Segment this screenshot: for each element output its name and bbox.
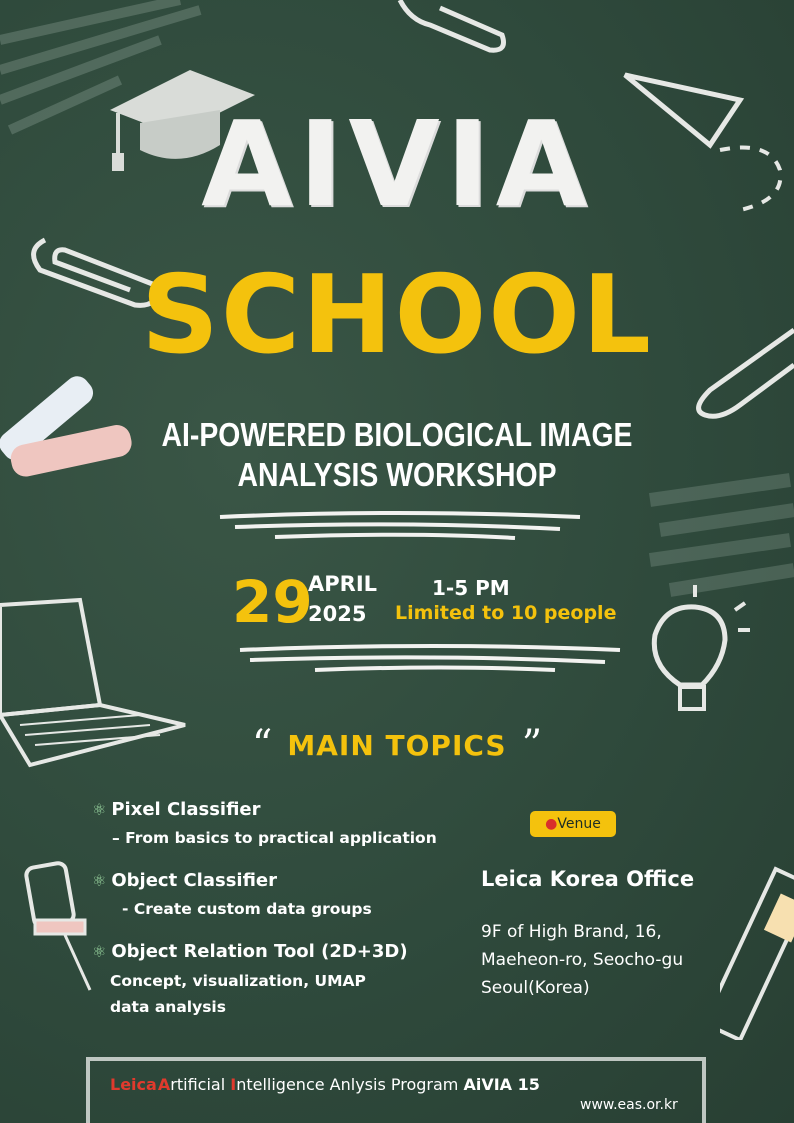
event-time: 1-5 PM bbox=[432, 576, 510, 600]
venue-name: Leica Korea Office bbox=[481, 867, 695, 891]
topic-desc-cont: data analysis bbox=[110, 998, 226, 1016]
footer-program: AiVIA 15 bbox=[463, 1075, 540, 1094]
lightbulb-icon bbox=[640, 585, 750, 725]
topic-desc: - Create custom data groups bbox=[122, 900, 372, 918]
title-aivia: AIVIA bbox=[201, 95, 593, 233]
topic-desc: Concept, visualization, UMAP bbox=[110, 972, 366, 990]
title-school: SCHOOL bbox=[141, 253, 653, 378]
date-day: 29 bbox=[232, 568, 313, 636]
venue-address-line-3: Seoul(Korea) bbox=[481, 978, 590, 998]
underline-scribble-bottom bbox=[235, 640, 625, 675]
date-month: APRIL bbox=[308, 572, 378, 596]
pencil-icon bbox=[720, 860, 794, 1040]
test-tube-icon: ⚛ bbox=[92, 800, 107, 819]
topic-object-classifier bbox=[92, 870, 277, 891]
close-quote-icon: ” bbox=[521, 722, 543, 768]
topic-object-relation-tool bbox=[92, 941, 408, 962]
open-quote-icon: “ bbox=[251, 722, 273, 768]
footer-ntelligence: ntelligence Anlysis Program bbox=[236, 1075, 464, 1094]
topic-title: Object Classifier bbox=[111, 870, 277, 891]
topic-title: Object Relation Tool (2D+3D) bbox=[111, 941, 408, 962]
main-topics-heading bbox=[0, 722, 794, 768]
venue-badge bbox=[530, 811, 616, 837]
venue-address-line-1: 9F of High Brand, 16, bbox=[481, 922, 662, 942]
footer-a: A bbox=[157, 1075, 171, 1094]
topic-pixel-classifier bbox=[92, 799, 261, 820]
underline-scribble-top bbox=[215, 505, 585, 545]
test-tube-icon: ⚛ bbox=[92, 871, 107, 890]
paper-clip-top-icon bbox=[390, 0, 510, 60]
capacity-note: Limited to 10 people bbox=[395, 602, 617, 624]
venue-address-line-2: Maeheon-ro, Seocho-gu bbox=[481, 950, 684, 970]
topic-desc: – From basics to practical application bbox=[112, 829, 437, 847]
footer-i: I bbox=[230, 1075, 237, 1094]
workshop-subtitle bbox=[56, 415, 739, 495]
footer-leica: Leica bbox=[110, 1075, 157, 1094]
venue-label: Venue bbox=[557, 816, 601, 832]
subtitle-line-2: ANALYSIS WORKSHOP bbox=[237, 456, 557, 493]
pushpin-icon bbox=[20, 860, 100, 1000]
subtitle-line-1: AI-POWERED BIOLOGICAL IMAGE bbox=[161, 416, 633, 453]
topic-title: Pixel Classifier bbox=[111, 799, 261, 820]
date-year: 2025 bbox=[308, 602, 367, 626]
main-topics-title: MAIN TOPICS bbox=[287, 728, 507, 762]
test-tube-icon: ⚛ bbox=[92, 942, 107, 961]
map-pin-icon: ● bbox=[545, 816, 558, 832]
footer-rtificial: rtificial bbox=[170, 1075, 231, 1094]
program-line bbox=[110, 1075, 540, 1094]
website-link[interactable]: www.eas.or.kr bbox=[580, 1097, 678, 1113]
